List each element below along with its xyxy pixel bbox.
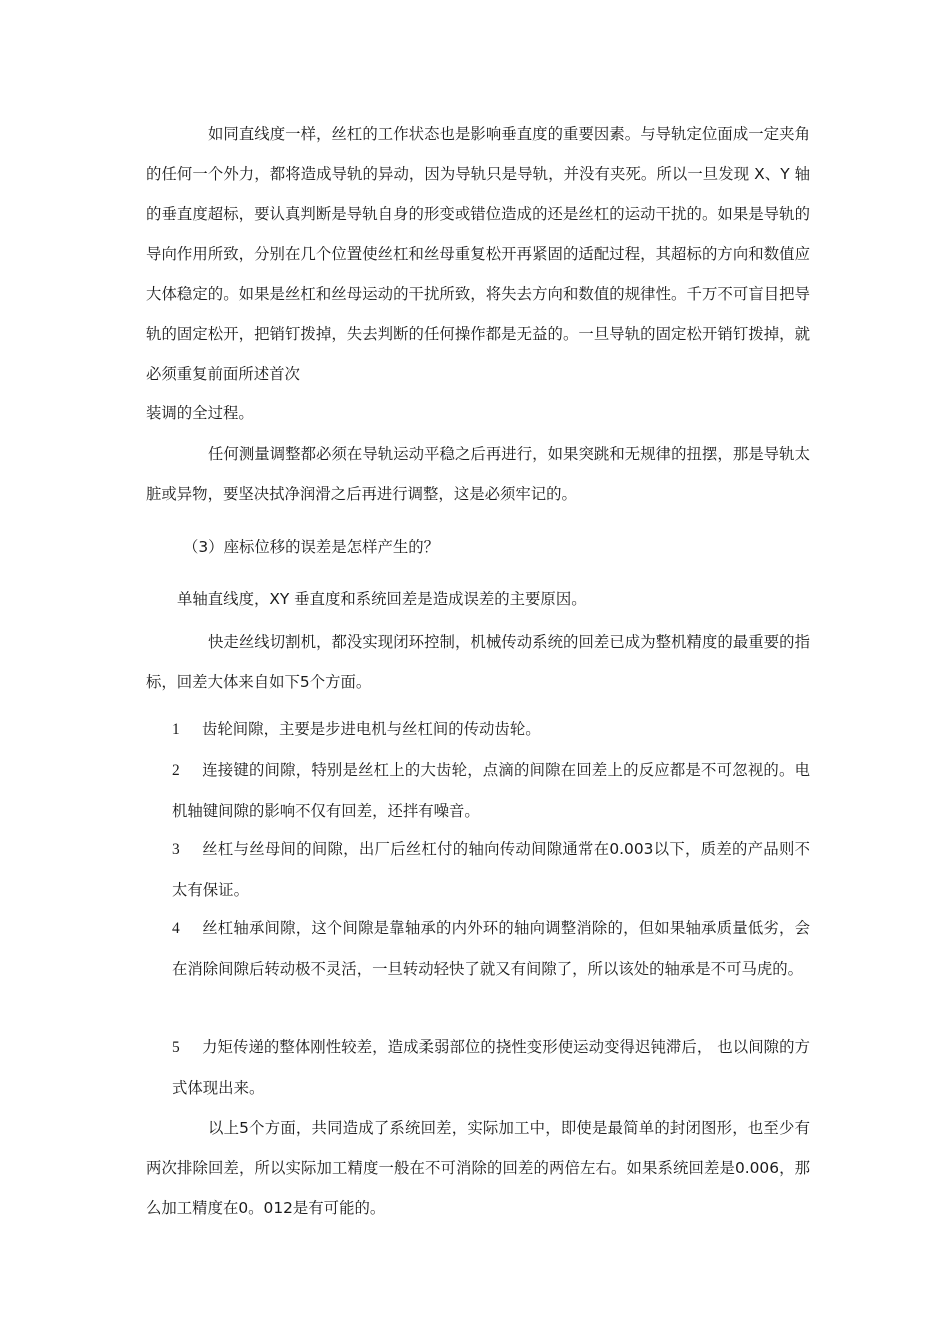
list-item-number: 5 bbox=[172, 1039, 180, 1056]
list-item bbox=[172, 908, 810, 989]
list-item-text: 齿轮间隙，主要是步进电机与丝杠间的传动齿轮。 bbox=[202, 720, 541, 738]
list-item-text: 丝杠与丝母间的间隙，出厂后丝杠付的轴向传动间隙通常在0.003以下，质差的产品则不太有保证。 bbox=[172, 840, 810, 899]
list-item-number: 2 bbox=[172, 762, 180, 779]
paragraph-conclusion: 以上5个方面，共同造成了系统回差，实际加工中，即使是最简单的封闭图形，也至少有两次排除回差，所以实际加工精度一般在不可消除的回差的两倍左右。如果系统回差是0.006，那么加工精度在0。012是有可能的。 bbox=[146, 1119, 810, 1217]
paragraph-straightness: 如同直线度一样，丝杠的工作状态也是影响垂直度的重要因素。与导轨定位面成一定夹角的任何一个外力，都将造成导轨的异动，因为导轨只是导轨，并没有夹死。所以一旦发现 X、Y 轴的垂直度超标，要认真判断是导轨自身的形变或错位造成的还是丝杠的运动干扰的。如果是导轨的导向作用所致，分别在几个位置使丝杠和丝母重复松开再紧固的适配过程，其超标的方向和数值应大体稳定的。如果是丝杠和丝母运动的干扰所致，将失去方向和数值的规律性。千万不可盲目把导轨的固定松开，把销钉拨掉，失去判断的任何操作都是无益的。一旦导轨的固定松开销钉拨掉，就必须重复前面所述首次 bbox=[146, 125, 810, 383]
section-heading: （3）座标位移的误差是怎样产生的？ bbox=[183, 538, 440, 556]
paragraph-measurement: 任何测量调整都必须在导轨运动平稳之后再进行，如果突跳和无规律的扭摆，那是导轨太脏或异物，要坚决拭净润滑之后再进行调整，这是必须牢记的。 bbox=[146, 445, 810, 503]
paragraph-backlash: 快走丝线切割机，都没实现闭环控制，机械传动系统的回差已成为整机精度的最重要的指标，回差大体来自如下5个方面。 bbox=[146, 633, 810, 691]
list-item-number: 3 bbox=[172, 841, 180, 858]
list-item-number: 1 bbox=[172, 721, 180, 738]
paragraph-straightness-tail: 装调的全过程。 bbox=[146, 404, 254, 422]
summary-line: 单轴直线度，XY 垂直度和系统回差是造成误差的主要原因。 bbox=[177, 590, 587, 608]
list-item-text: 丝杠轴承间隙，这个间隙是靠轴承的内外环的轴向调整消除的，但如果轴承质量低劣，会在消除间隙后转动极不灵活，一旦转动轻快了就又有间隙了，所以该处的轴承是不可马虎的。 bbox=[172, 919, 810, 978]
list-item-text: 力矩传递的整体刚性较差，造成柔弱部位的挠性变形使运动变得迟钝滞后， 也以间隙的方式体现出来。 bbox=[172, 1038, 810, 1097]
list-item bbox=[172, 829, 810, 910]
list-item-number: 4 bbox=[172, 920, 180, 937]
list-item bbox=[172, 1027, 810, 1108]
list-item bbox=[172, 750, 810, 831]
list-item-text: 连接键的间隙，特别是丝杠上的大齿轮，点滴的间隙在回差上的反应都是不可忽视的。电机轴键间隙的影响不仅有回差，还拌有噪音。 bbox=[172, 761, 810, 820]
list-item bbox=[172, 719, 541, 740]
